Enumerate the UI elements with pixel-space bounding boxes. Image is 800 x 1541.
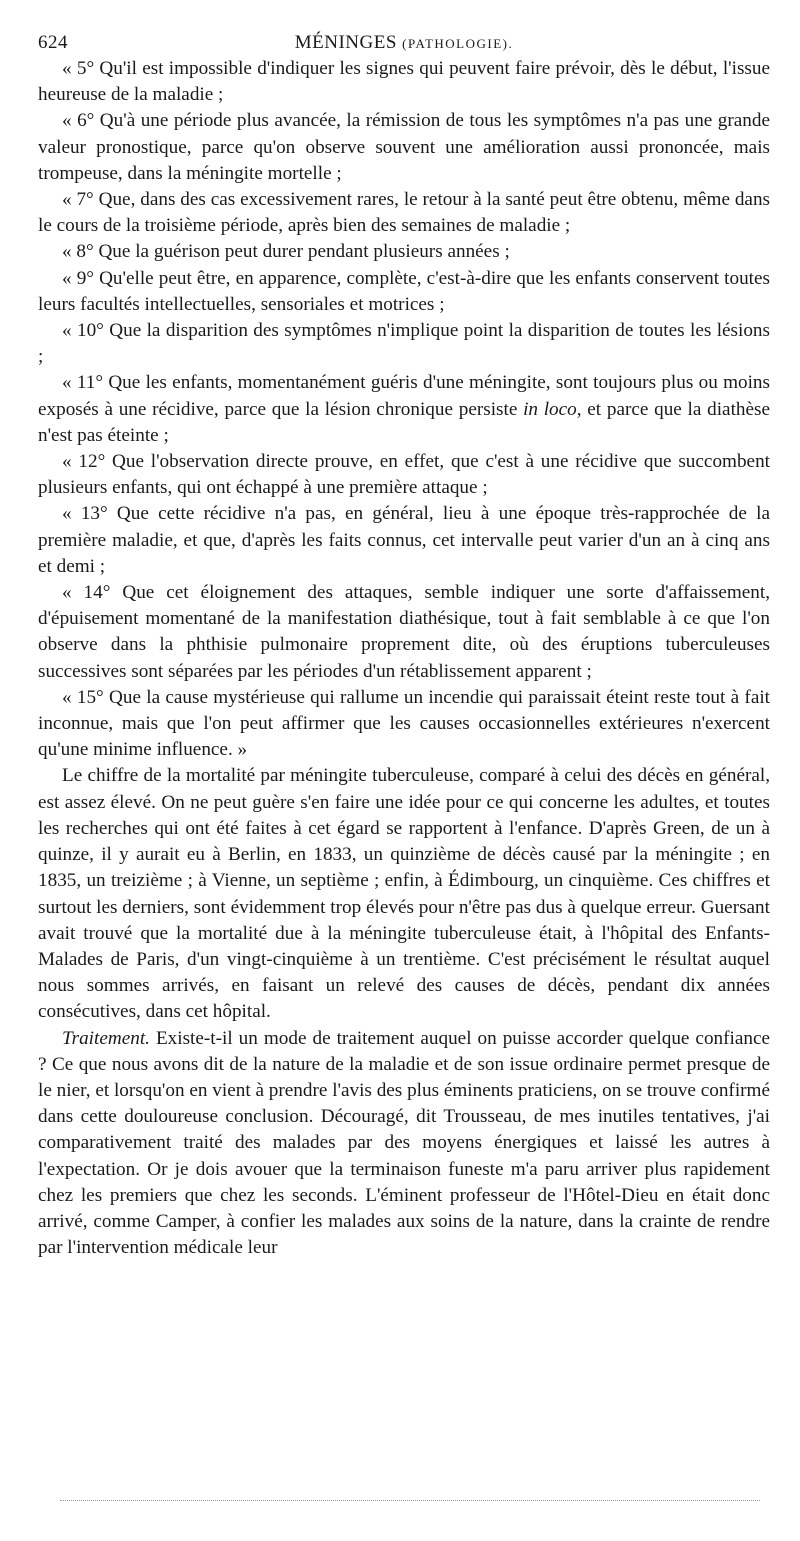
- paragraph-item-13: « 13° Que cette récidive n'a pas, en général, lieu à une époque très-rapprochée de la première maladie, et que, d'après les faits connus, cet intervalle peut varier d'un an à cinq ans et demi ;: [38, 503, 770, 577]
- running-title-sub: (PATHOLOGIE).: [402, 36, 514, 51]
- paragraph-item-9: « 9° Qu'elle peut être, en apparence, complète, c'est-à-dire que les enfants conservent toutes leurs facultés intellectuelles, sensoriales et motrices ;: [38, 267, 770, 315]
- body-text: [38, 56, 770, 1261]
- p11-after: , et parce que la diathèse n'est pas éteinte ;: [38, 398, 770, 446]
- paragraph-item-5: « 5° Qu'il est impossible d'indiquer les signes qui peuvent faire prévoir, dès le début, l'issue heureuse de la maladie ;: [38, 58, 770, 106]
- paragraph-item-12: « 12° Que l'observation directe prouve, en effet, que c'est à une récidive que succombent plusieurs enfants, qui ont échappé à une première attaque ;: [38, 451, 770, 499]
- paragraph-treatment: [38, 1026, 770, 1262]
- paragraph-item-6: « 6° Qu'à une période plus avancée, la rémission de tous les symptômes n'a pas une grande valeur pronostique, parce qu'on observe souvent une amélioration aussi prononcée, mais trompeuse, dans la méningite mortelle ;: [38, 110, 770, 184]
- running-title: [38, 30, 770, 57]
- paragraph-mortality: Le chiffre de la mortalité par méningite tuberculeuse, comparé à celui des décès en général, est assez élevé. On ne peut guère s'en faire une idée pour ce qui concerne les adultes, et toutes les recherches qui ont été faites à cet égard se rapportent à l'enfance. D'après Green, de un à quinze, il y aurait eu à Berlin, en 1833, un quinzième de décès causé par la méningite ; en 1835, un treizième ; à Vienne, un septième ; enfin, à Édimbourg, un cinquième. Ces chiffres et surtout les derniers, sont évidemment trop élevés pour n'être pas dus à quelque erreur. Guersant avait trouvé que la mortalité due à la méningite tuberculeuse était, à l'hôpital des Enfants-Malades de Paris, d'un vingt-cinquième à un trentième. C'est précisément le résultat auquel nous sommes arrivés, en faisant un relevé des causes de décès, pendant dix années consécutives, dans cet hôpital.: [38, 765, 770, 1023]
- footer-dotted-rule: [60, 1500, 760, 1501]
- paragraph-item-7: « 7° Que, dans des cas excessivement rares, le retour à la santé peut être obtenu, même dans le cours de la troisième période, après bien des semaines de maladie ;: [38, 189, 770, 237]
- p11-before: « 11° Que les enfants, momentanément guéris d'une méningite, sont toujours plus ou moins exposés à une récidive, parce que la lésion chronique persiste: [38, 372, 770, 420]
- treatment-heading: Traitement.: [62, 1027, 150, 1049]
- page-number: 624: [38, 32, 68, 53]
- book-page: [38, 30, 770, 1261]
- paragraph-item-11: [38, 370, 770, 449]
- paragraph-item-15: « 15° Que la cause mystérieuse qui rallume un incendie qui paraissait éteint reste tout à fait inconnue, mais que l'on peut affirmer que les causes occasionnelles extérieures n'exercent qu'une minime influence. »: [38, 686, 770, 761]
- running-title-main: MÉNINGES: [294, 32, 397, 53]
- treatment-text: Existe-t-il un mode de traitement auquel on puisse accorder quelque confiance ? Ce que nous avons dit de la nature de la maladie et de son issue ordinaire permet presque de le nier, et lorsqu'on en vient à prendre l'avis des plus éminents praticiens, on se trouve confirmé dans cette douloureuse conclusion. Découragé, dit Trousseau, de mes inutiles tentatives, j'ai comparativement traité des malades par des moyens énergiques et laissé les autres à l'expectation. Or je dois avouer que la terminaison funeste m'a paru arriver plus rapidement chez les premiers que chez les seconds. L'éminent professeur de l'Hôtel-Dieu en était donc arrivé, comme Camper, à confier les malades aux soins de la nature, dans la crainte de rendre par l'intervention médicale leur: [38, 1027, 770, 1259]
- paragraph-item-14: « 14° Que cet éloignement des attaques, semble indiquer une sorte d'affaissement, d'épuisement momentané de la manifestation diathésique, tout à fait semblable à ce que l'on observe dans la phthisie pulmonaire proprement dite, où des éruptions tuberculeuses successives sont séparées par les périodes d'un rétablissement apparent ;: [38, 582, 770, 682]
- p11-italic: in loco: [523, 398, 577, 420]
- running-header: [38, 30, 770, 56]
- paragraph-item-8: « 8° Que la guérison peut durer pendant plusieurs années ;: [62, 241, 510, 263]
- paragraph-item-10: « 10° Que la disparition des symptômes n'implique point la disparition de toutes les lésions ;: [38, 320, 770, 368]
